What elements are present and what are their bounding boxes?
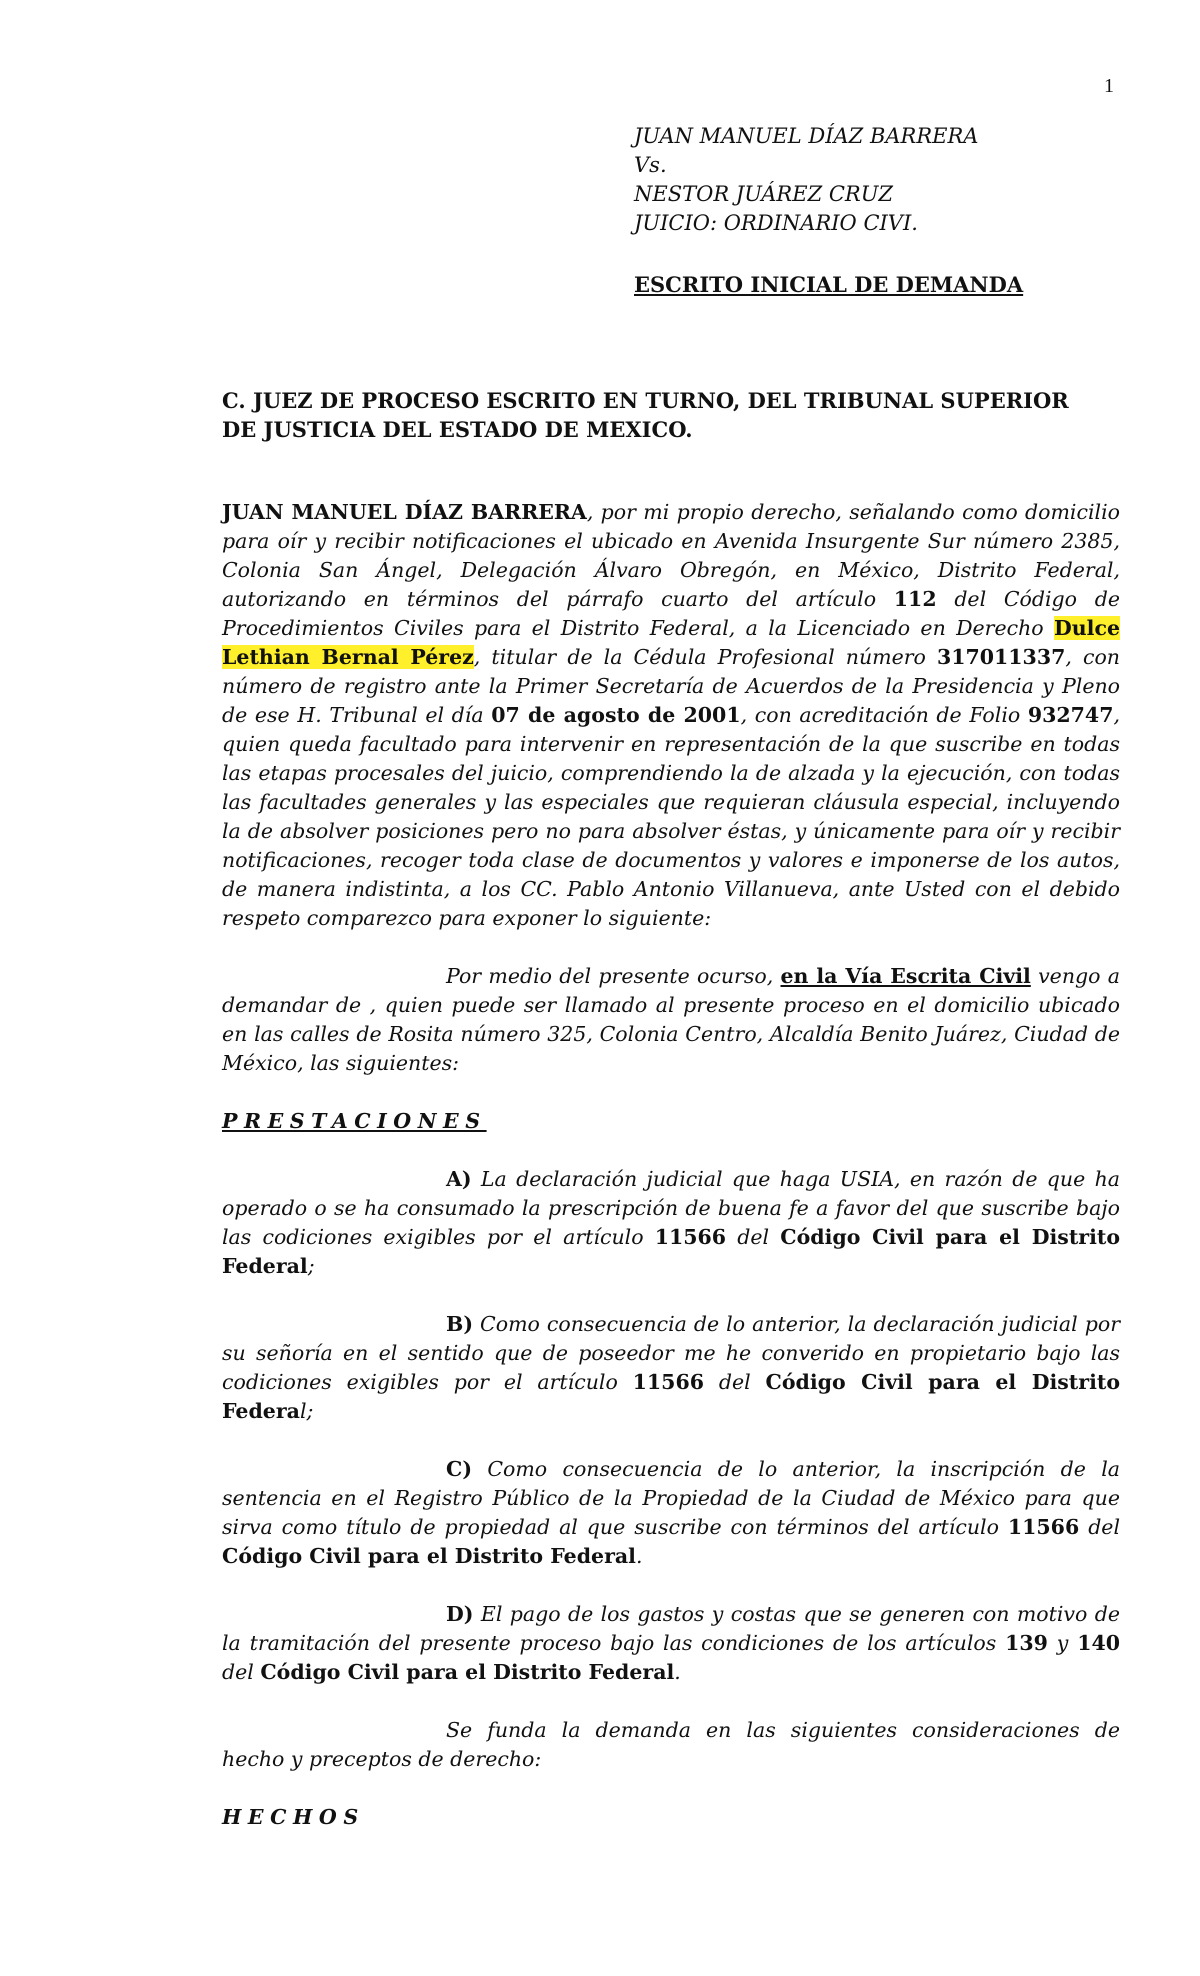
document-body: [222, 498, 1120, 1832]
prestacion-c-text-2: del: [1079, 1515, 1120, 1539]
lawyer-name-highlight: Dulce Lethian Bernal Pérez: [222, 616, 1120, 669]
prestacion-a-article: 11566: [654, 1225, 727, 1249]
addressee-block: [222, 386, 1069, 444]
prestaciones-heading: PRESTACIONES: [222, 1109, 487, 1133]
spacer: [222, 1426, 1120, 1455]
caption-trial: JUICIO: ORDINARIO CIVI.: [634, 211, 918, 235]
prestacion-a-code: Código Civil para el Distrito Federal: [222, 1225, 1121, 1278]
prestacion-a: [222, 1165, 1120, 1281]
prestacion-b-article: 11566: [632, 1370, 704, 1394]
spacer: [222, 1136, 1120, 1165]
spacer: [222, 933, 1120, 962]
prestacion-a-letter: A): [446, 1167, 472, 1191]
spacer: [222, 1281, 1120, 1310]
prestacion-d-text-3: del: [222, 1660, 261, 1684]
addressee-line-1: C. JUEZ DE PROCESO ESCRITO EN TURNO, DEL TRIBUNAL SUPERIOR: [222, 388, 1069, 413]
prestacion-c-letter: C): [446, 1457, 473, 1481]
prestacion-d-text-4: .: [674, 1660, 681, 1684]
grounds-intro: Se funda la demanda en las siguientes consideraciones de hecho y preceptos de derecho:: [222, 1718, 1120, 1771]
caption-defendant: NESTOR JUÁREZ CRUZ: [634, 182, 894, 206]
prestacion-d-code: Código Civil para el Distrito Federal: [260, 1660, 675, 1684]
claim-intro-paragraph: [222, 962, 1120, 1078]
prestacion-a-text: La declaración judicial que haga USIA, en razón de que ha operado o se ha consumado la prescripción de buena fe a favor del que suscribe bajo las codiciones exigibles por el artículo: [222, 1167, 1120, 1249]
intro-text-1: , por mi propio derecho, señalando como domicilio para oír y recibir notificaciones el ubicado en Avenida Insurgente Sur número 2385, Colonia San Ángel, Delegación Álvaro Obregón, en México, Distrito Federal, autorizando en términos del párrafo cuarto del artículo: [222, 500, 1120, 611]
caption-versus: Vs.: [634, 153, 667, 177]
prestacion-d-article-1: 139: [1005, 1631, 1048, 1655]
case-caption: [634, 122, 1154, 238]
prestacion-b-text-3: l;: [299, 1399, 314, 1423]
intro-article: 112: [893, 587, 937, 611]
prestacion-d: [222, 1600, 1120, 1687]
addressee-line-2: DE JUSTICIA DEL ESTADO DE MEXICO.: [222, 417, 693, 442]
spacer: [222, 1078, 1120, 1107]
claim-text-1: Por medio del presente ocurso,: [446, 964, 781, 988]
plaintiff-name: JUAN MANUEL DÍAZ BARRERA: [222, 500, 587, 524]
claim-via: en la Vía Escrita Civil: [780, 964, 1031, 988]
intro-text-2: del Código de Procedimientos Civiles para el Distrito Federal, a la Licenciado en Derecho: [222, 587, 1120, 640]
intro-text-6: , quien queda facultado para intervenir en representación de la que suscribe en todas las etapas procesales del juicio, comprendiendo la de alzada y la ejecución, con todas las facultades generales y las especiales que requieran cláusula especial, incluyendo la de absolver posiciones pero no para absolver éstas, y únicamente para oír y recibir notificaciones, recoger toda clase de documentos y valores e imponerse de los autos, de manera indistinta, a los CC. Pablo Antonio Villanueva, ante Usted con el debido respeto comparezco para exponer lo siguiente:: [222, 703, 1120, 930]
prestacion-d-article-2: 140: [1077, 1631, 1120, 1655]
intro-paragraph: [222, 498, 1120, 933]
prestacion-c-code: Código Civil para el Distrito Federal: [222, 1544, 636, 1568]
claim-text-2: vengo a demandar de , quien puede ser llamado al presente proceso en el domicilio ubicado en las calles de Rosita número 325, Colonia Centro, Alcaldía Benito Juárez, Ciudad de México, las siguientes:: [222, 964, 1121, 1075]
intro-text-5: , con acreditación de Folio: [740, 703, 1028, 727]
cedula-number: 317011337: [936, 645, 1066, 669]
prestacion-c-article: 11566: [1007, 1515, 1080, 1539]
prestacion-b-text: Como consecuencia de lo anterior, la declaración judicial por su señoría en el sentido que de poseedor me he converido en propietario bajo las codiciones exigibles por el artículo: [222, 1312, 1120, 1394]
intro-text-4: , con número de registro ante la Primer Secretaría de Acuerdos de la Presidencia y Pleno de ese H. Tribunal el día: [222, 645, 1121, 727]
spacer: [222, 1774, 1120, 1803]
page-number: 1: [1104, 75, 1114, 97]
hechos-heading: HECHOS: [222, 1805, 365, 1829]
prestacion-c-text-3: .: [635, 1544, 643, 1568]
folio-number: 932747: [1027, 703, 1114, 727]
prestacion-d-text-2: y: [1047, 1631, 1078, 1655]
prestacion-b-letter: B): [446, 1312, 474, 1336]
prestacion-b: [222, 1310, 1120, 1426]
prestacion-a-text-3: ;: [307, 1254, 315, 1278]
caption-plaintiff: JUAN MANUEL DÍAZ BARRERA: [634, 124, 979, 148]
prestacion-a-text-2: del: [726, 1225, 781, 1249]
spacer: [222, 1571, 1120, 1600]
prestacion-c: [222, 1455, 1120, 1571]
registration-date: 07 de agosto de 2001: [491, 703, 741, 727]
prestacion-c-text: Como consecuencia de lo anterior, la inscripción de la sentencia en el Registro Público de la Propiedad de la Ciudad de México para que sirva como título de propiedad al que suscribe con términos del artículo: [222, 1457, 1120, 1539]
document-type-title: ESCRITO INICIAL DE DEMANDA: [634, 272, 1024, 297]
prestacion-b-code: Código Civil para el Distrito Federa: [222, 1370, 1121, 1423]
intro-text-3: , titular de la Cédula Profesional número: [473, 645, 937, 669]
prestacion-b-text-2: del: [703, 1370, 766, 1394]
prestacion-d-letter: D): [446, 1602, 474, 1626]
spacer: [222, 1687, 1120, 1716]
prestacion-d-text: El pago de los gastos y costas que se generen con motivo de la tramitación del presente proceso bajo las condiciones de los artículos: [222, 1602, 1120, 1655]
